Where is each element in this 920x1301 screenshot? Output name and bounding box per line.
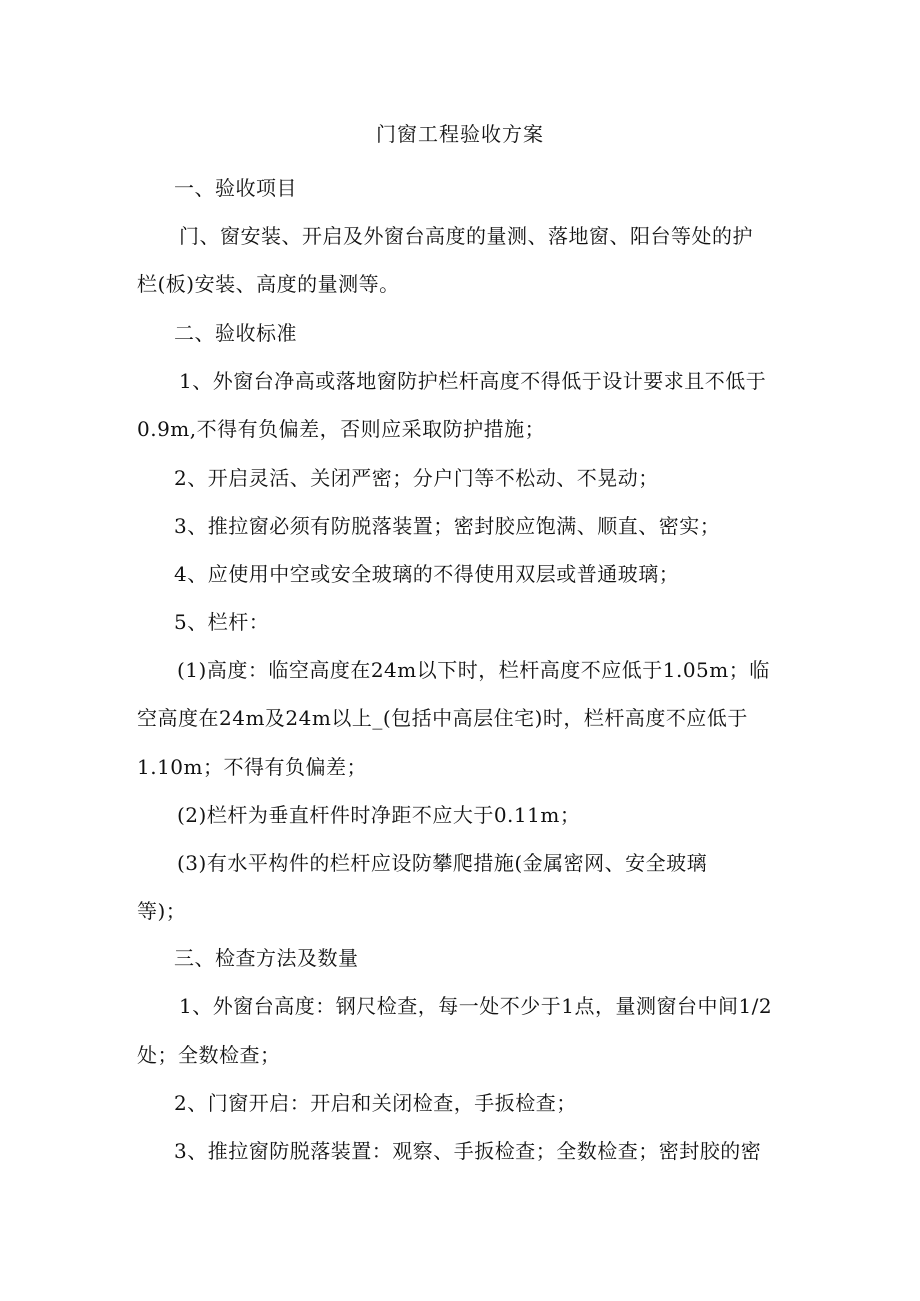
paragraph-line: 栏(板)安装、高度的量测等。 [137,272,400,296]
paragraph-line: 1、外窗台净高或落地窗防护栏杆高度不得低于设计要求且不低于 [179,369,767,393]
paragraph-line: 1、外窗台高度：钢尺检查，每一处不少于1点，量测窗台中间1/2 [179,994,773,1018]
paragraph-line: 2、门窗开启：开启和关闭检查，手扳检查； [174,1091,577,1115]
paragraph-line: 0.9m,不得有负偏差，否则应采取防护措施； [137,417,546,441]
paragraph-line: 1.10m；不得有负偏差； [137,755,367,779]
paragraph-line: (2)栏杆为垂直杆件时净距不应大于0.11m； [177,803,581,827]
paragraph-line: 3、推拉窗防脱落装置：观察、手扳检查；全数检查；密封胶的密 [174,1139,762,1163]
paragraph-line: 门、窗安装、开启及外窗台高度的量测、落地窗、阳台等处的护 [179,224,753,248]
paragraph-line: 处；全数检查； [137,1043,281,1067]
paragraph-line: (1)高度：临空高度在24m以下时，栏杆高度不应低于1.05m；临 [177,658,770,682]
paragraph-line: 5、栏杆： [174,610,270,634]
document-title: 门窗工程验收方案 [376,122,544,146]
paragraph-line: 3、推拉窗必须有防脱落装置；密封胶应饱满、顺直、密实； [174,514,721,538]
paragraph-line: 等)； [137,899,187,923]
paragraph-line: 4、应使用中空或安全玻璃的不得使用双层或普通玻璃； [174,562,680,586]
section-heading-items: 一、验收项目 [174,176,297,200]
section-heading-methods: 三、检查方法及数量 [174,946,359,970]
paragraph-line: 2、开启灵活、关闭严密；分户门等不松动、不晃动； [174,466,659,490]
paragraph-line: (3)有水平构件的栏杆应设防攀爬措施(金属密网、安全玻璃 [177,851,708,875]
paragraph-line: 空高度在24m及24m以上_(包括中高层住宅)时，栏杆高度不应低于 [137,706,748,730]
section-heading-standards: 二、验收标准 [174,321,297,345]
